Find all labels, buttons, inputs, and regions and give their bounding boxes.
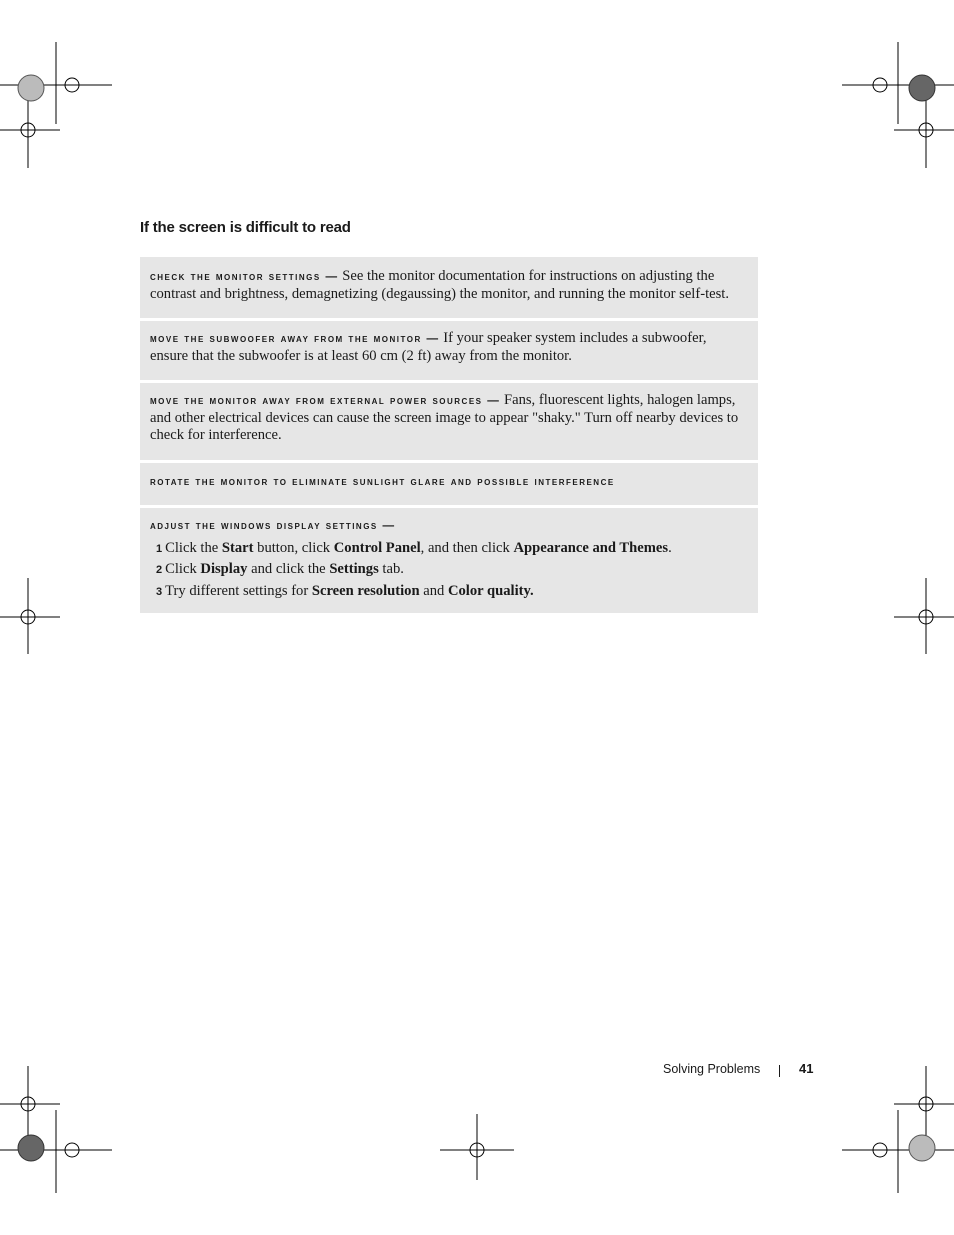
- step-number: 2: [156, 564, 163, 576]
- step-text: button, click: [253, 539, 334, 556]
- tip-label: move the monitor away from external power sources —: [150, 394, 501, 407]
- step-item: [150, 581, 748, 603]
- ui-term-start: Start: [221, 539, 254, 556]
- ui-term-control-panel: Control Panel: [333, 539, 421, 556]
- ui-term-display: Display: [200, 561, 248, 577]
- tip-label: move the subwoofer away from the monitor —: [150, 332, 440, 345]
- tip-text: If your speaker system includes a subwoofer, ensure that the subwoofer is at least 60 cm (2 ft) away from the monitor.: [150, 330, 707, 364]
- tip-label: adjust the windows display settings —: [150, 519, 396, 532]
- ui-term-appearance-and-themes: Appearance and Themes: [513, 539, 669, 556]
- ui-term-screen-resolution: Screen resolution: [311, 582, 420, 599]
- footer-separator: [779, 1065, 780, 1077]
- step-text: Click the: [165, 539, 222, 556]
- tip-check-monitor-settings: [140, 257, 758, 318]
- step-item: [150, 538, 748, 560]
- ui-term-color-quality: Color quality.: [447, 582, 534, 599]
- step-number: 1: [156, 542, 163, 555]
- step-text: tab.: [378, 561, 404, 577]
- tip-move-monitor-power-sources: [140, 383, 758, 460]
- tip-rotate-monitor: [140, 463, 758, 505]
- step-text: Try different settings for: [165, 582, 312, 599]
- tip-label: check the monitor settings —: [150, 270, 339, 283]
- ui-term-settings: Settings: [329, 561, 379, 577]
- page-number: 41: [799, 1061, 814, 1076]
- footer-section-name: Solving Problems: [663, 1062, 761, 1076]
- tip-adjust-windows-display: [140, 508, 758, 613]
- tip-label: rotate the monitor to eliminate sunlight glare and possible interference: [150, 475, 615, 488]
- tip-text: Fans, fluorescent lights, halogen lamps, and other electrical devices can cause the screen image to appear "shaky." Turn off nearby devices to check for interference.: [150, 392, 739, 443]
- step-text: .: [668, 539, 672, 556]
- step-number: 3: [156, 585, 163, 598]
- tip-move-subwoofer: [140, 321, 758, 380]
- section-title: If the screen is difficult to read: [140, 219, 351, 236]
- step-text: and click the: [247, 561, 330, 577]
- steps-list: [150, 538, 748, 603]
- step-text: Click: [165, 561, 201, 577]
- step-text: , and then click: [420, 539, 514, 556]
- tip-text: See the monitor documentation for instructions on adjusting the contrast and brightness, demagnetizing (degaussing) the monitor, and running the monitor self-test.: [150, 268, 729, 302]
- step-text: and: [419, 582, 448, 599]
- step-item: [150, 559, 748, 581]
